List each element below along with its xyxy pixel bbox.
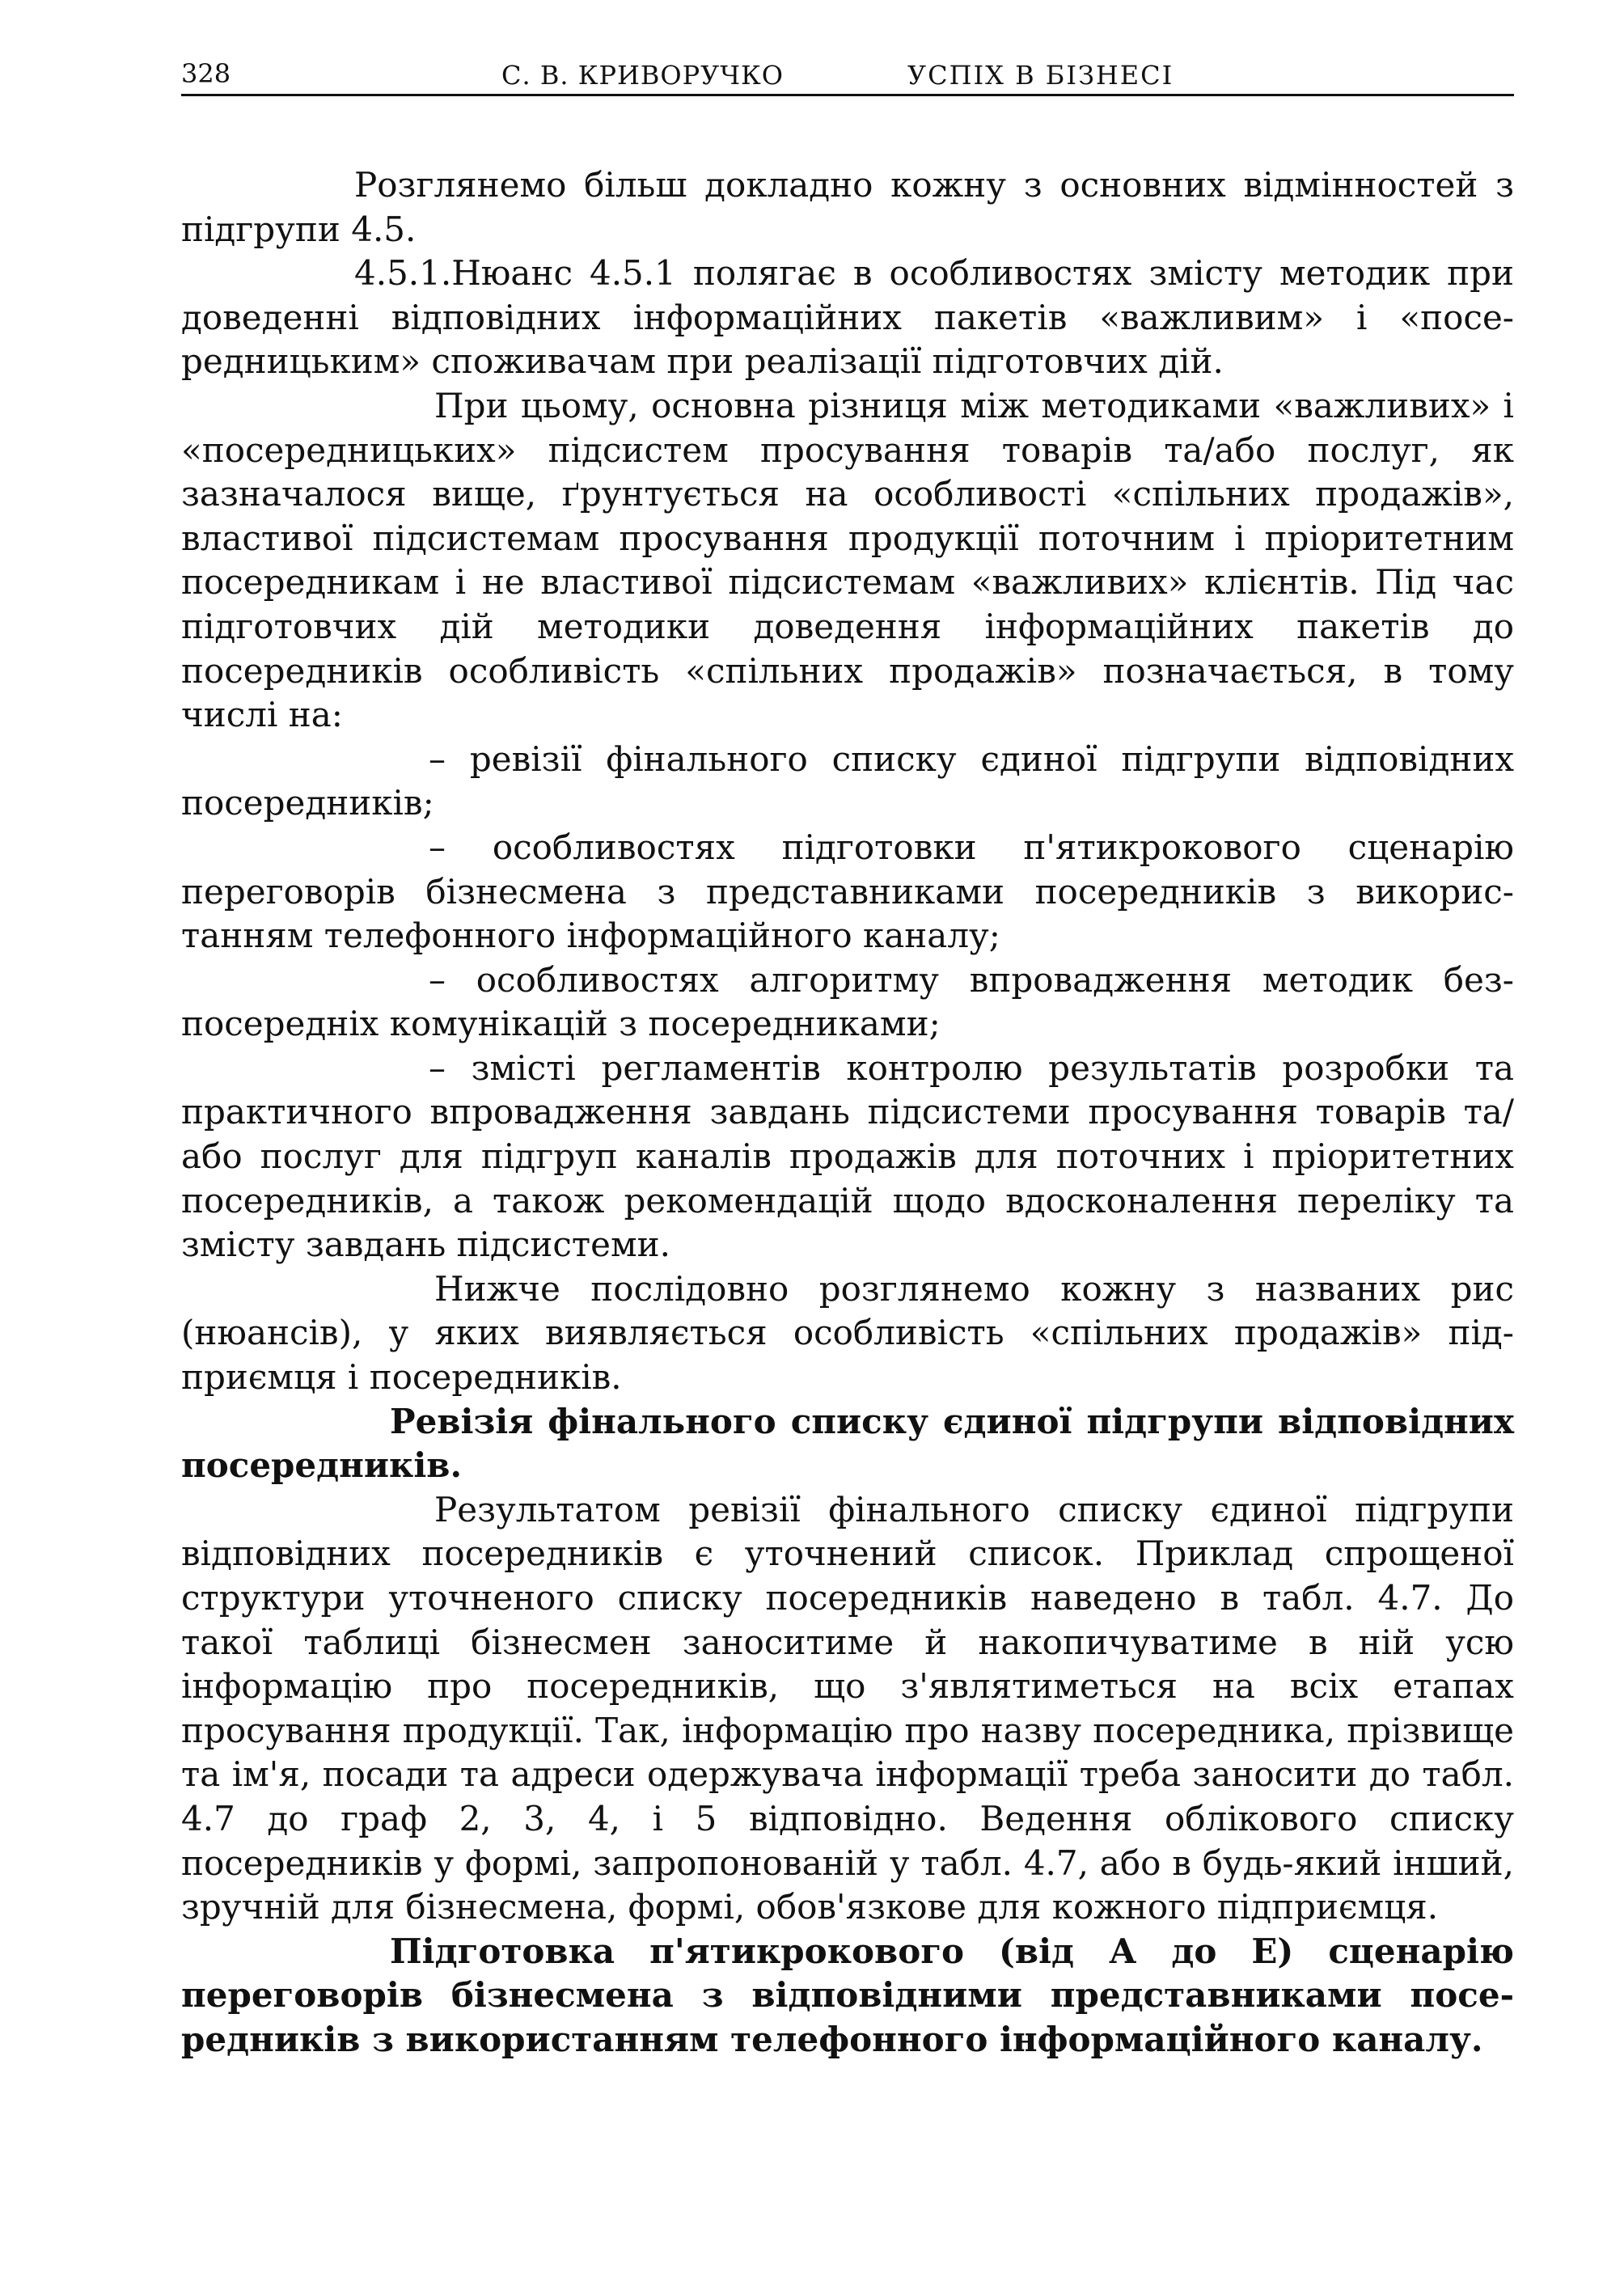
list-item-revision: – ревізії фінального списку єдиної підгрупи відповідних посередників; (181, 738, 1514, 823)
paragraph-difference: При цьому, основна різниця між методиками «важливих» і «посередницьких» підсистем просування товарів та/або послуг, як зазначалося вище, ґрунтується на особливості «спільних продажів», властивої підсистемам просування продукції поточним і пріоритетним посередникам і не властивої підсистемам «важливих» клієнтів. Під час підготовчих дій методики доведення інформаційних пакетів до посередників особливість «спільних продажів» позначається, в тому числі на: (181, 385, 1514, 735)
section-heading-revision: Ревізія фінального списку єдиної підгрупи відповідних посередників. (181, 1401, 1514, 1486)
section-heading-scenario: Підготовка п'ятикрокового (від А до Е) сценарію переговорів бізнесмена з відповідними представниками посередників з використанням телефонного інформаційного каналу. (181, 1931, 1514, 2059)
header-author: С. В. КРИВОРУЧКО (501, 60, 785, 91)
running-header (181, 53, 1514, 96)
page-number: 328 (181, 58, 231, 89)
paragraph-revision-result: Результатом ревізії фінального списку єдиної підгрупи відповідних посередників є уточнений список. Приклад спрощеної структури уточненого списку посередників наведено в табл. 4.7. До такої таблиці бізнесмен заноситиме й накопичуватиме в ній усю інформацію про посередників, що з'являтиметься на всіх етапах просування продукції. Так, інформацію про назву посередника, прізвище та ім'я, посади та адреси одержувача інформації треба заносити до табл. 4.7 до граф 2, 3, 4, і 5 відповідно. Ведення облікового списку посередників у формі, запропонованій у табл. 4.7, або в будь-який інший, зручній для бізнесмена, формі, обов'язкове для кожного підприємця. (181, 1489, 1514, 1927)
paragraph-next: Нижче послідовно розглянемо кожну з названих рис (нюансів), у яких виявляється особливість «спільних продажів» підприємця і посередників. (181, 1268, 1514, 1398)
list-item-algorithm: – особливостях алгоритму впровадження методик безпосередніх комунікацій з посередниками; (181, 959, 1514, 1044)
list-item-scenario: – особливостях підготовки п'ятикрокового сценарію переговорів бізнесмена з представниками посередників з використанням телефонного інформаційного каналу; (181, 827, 1514, 956)
list-item-regulations: – змісті регламентів контролю результатів розробки та практичного впровадження завдань підсистеми просування товарів та/або послуг для підгруп каналів продажів для поточних і пріоритетних посередників, а також рекомендацій щодо вдосконалення переліку та змісту завдань підсистеми. (181, 1047, 1514, 1265)
page-body (181, 163, 1514, 2062)
paragraph-intro: Розглянемо більш докладно кожну з основних відмінностей з підгрупи 4.5. (181, 165, 1514, 249)
header-book-title: УСПІХ В БІЗНЕСІ (907, 60, 1174, 91)
paragraph-nuance-451: 4.5.1.Нюанс 4.5.1 полягає в особливостях змісту методик при доведенні відповідних інформаційних пакетів «важливим» і «посередницьким» споживачам при реалізації підготовчих дій. (181, 253, 1514, 382)
